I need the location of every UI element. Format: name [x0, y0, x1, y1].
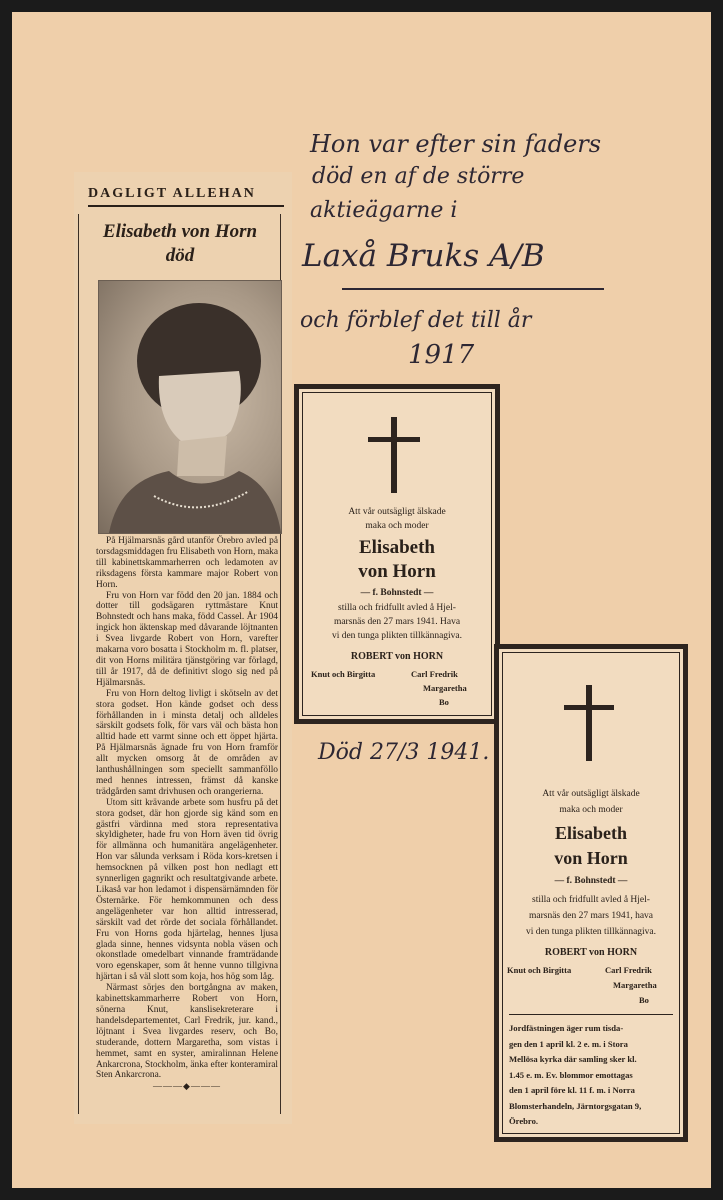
funeral-line: Jordfästningen äger rum tisda- — [509, 1023, 624, 1033]
article-body — [96, 536, 278, 1092]
portrait-photo — [98, 280, 282, 534]
funeral-line: Mellösa kyrka där samling sker kl. — [509, 1054, 637, 1064]
cross-icon-bar — [368, 437, 420, 442]
notice-body-1: stilla och fridfullt avled å Hjel- — [532, 895, 650, 905]
funeral-line: Örebro. — [509, 1116, 539, 1126]
notice-body-1: stilla och fridfullt avled å Hjel- — [338, 603, 456, 613]
notice-name-2: von Horn — [554, 848, 628, 868]
article-headline — [82, 220, 278, 268]
funeral-line: Blomsterhandeln, Järntorgsgatan 9, — [509, 1100, 642, 1111]
notice-children-3: Margaretha — [423, 683, 467, 693]
notice-children-3: Margaretha — [613, 980, 657, 990]
notice-body-3: vi den tunga plikten tillkännagiva. — [331, 631, 463, 641]
funeral-info — [509, 1021, 673, 1130]
newspaper-masthead: DAGLIGT ALLEHAN — [88, 186, 256, 201]
notice-children-4: Bo — [439, 697, 449, 707]
notice-born: — f. Bohnstedt — — [554, 876, 628, 886]
masthead-rule — [88, 205, 284, 207]
handwritten-line-2: död en af de större — [312, 164, 525, 189]
death-notice-small — [294, 384, 500, 724]
notice-intro-1: Att vår outsägligt älskade — [348, 507, 446, 517]
article-paragraph: Fru von Horn deltog livligt i skötseln av det stora godset. Hon kände godset och dess förhållanden in i minsta detalj och alldeles särskilt godsets folk, för vars väl och bästa hon alltid hade ett varmt sinne och ett öppet hjärta. På Hjälmarsnäs ägnade fru von Horn framför allt mycken omsorg åt de områden av lanthushållningen som speciellt sammanföllo med hennes intressen, främst då kanske trädgården samt drivhusen och orangerierna. — [96, 688, 278, 797]
portrait-illustration — [99, 281, 281, 533]
notice-signer: ROBERT von HORN — [350, 651, 444, 662]
handwritten-line-3: aktieägarne i — [310, 198, 458, 223]
notice-born: — f. Bohnstedt — — [360, 588, 434, 598]
notice-intro-1: Att vår outsägligt älskade — [542, 789, 640, 799]
notice-children-2: Carl Fredrik — [411, 669, 458, 679]
handwritten-line-5: och förblef det till år — [300, 308, 532, 333]
notice-body-2: marsnäs den 27 mars 1941, hava — [529, 911, 653, 921]
notice-body-3: vi den tunga plikten tillkännagiva. — [525, 927, 657, 937]
headline-line-2: död — [165, 245, 195, 266]
article-paragraph: Fru von Horn var född den 20 jan. 1884 och dotter till godsägaren ryttmästare Knut Bohnstedt och hans maka, född Cassel. År 1904 ingick hon äktenskap med dåvarande löjtnanten i Svea livgarde Robert von Horn, varefter makarna voro bosatta i Stockholm m. fl. platser, dit von Horns militära tjänstgöring var förlagd, till år 1917, då de definitivt slogo sig ned på Hjälmarsnäs. — [96, 590, 278, 688]
article-paragraph: Närmast sörjes den bortgångna av maken, kabinettskammarherre Robert von Horn, sönerna Knut, kanslisekreterare i handelsdepartementet, Carl Fredrik, jur. kand., löjtnant i Svea livgardes reserv, och Bo, studerande, dottern Margaretha, som vistas i hemmet, samt en syster, amiralinnan Helene Ankarcrona, Stockholm, änka efter konteramiral Sten Ankarcrona. — [96, 983, 278, 1081]
cross-icon — [391, 417, 397, 493]
notice-name-2: von Horn — [358, 561, 436, 582]
notice-intro-2: maka och moder — [365, 521, 429, 531]
end-ornament: ———◆——— — [153, 1081, 221, 1092]
handwritten-line-1: Hon var efter sin faders — [310, 130, 602, 158]
notice-intro-2: maka och moder — [559, 805, 623, 815]
cross-icon — [586, 685, 592, 761]
notice-children-1: Knut och Birgitta — [507, 965, 572, 975]
article-paragraph: Utom sitt krävande arbete som husfru på det stora godset, där hon gjorde sig känd som en gästfri värdinna med stora representativa skyldigheter, hade fru von Horn även tid övrig för allmänna och humanitära angelägenheter. Hon var sålunda verksam i Röda kors-kretsen i hemsocknen på vilken post hon nedlagt ett synnerligen gagnrikt och resultatgivande arbete. Likaså var hon ledamot i dispensärnämnden för Östernärke. För hemkommunen och dess angelägenheter var hon alltid intresserad, särskilt vad det rörde det sociala förhållandet. Fru von Horns goda hjärtelag, hennes ljusa glada sinne, hennes vidsynta nobla väsen och okonstlade omedelbart vinnande framträdande voro egenskaper, som åt henne vunno tillgivna hjärtan i så väl slott som koja, hos hög som låg. — [96, 797, 278, 983]
handwritten-line-6: 1917 — [408, 340, 475, 370]
handwritten-line-4: Laxå Bruks A/B — [302, 238, 545, 274]
notice-children-2: Carl Fredrik — [605, 965, 652, 975]
article-paragraph: På Hjälmarsnäs gård utanför Örebro avled på torsdagsmiddagen fru Elisabeth von Horn, maka till kabinettskammarherren och ledamoten av riksdagens första kammare major Robert von Horn. — [96, 536, 278, 590]
cross-icon-bar — [564, 705, 614, 710]
newspaper-clipping — [74, 172, 292, 1124]
column-rule-left — [78, 214, 79, 1114]
notice-body-2: marsnäs den 27 mars 1941. Hava — [333, 617, 461, 627]
notice-name-1: Elisabeth — [358, 537, 436, 558]
funeral-line: den 1 april före kl. 11 f. m. i Norra — [509, 1085, 635, 1095]
funeral-line: gen den 1 april kl. 2 e. m. i Stora — [509, 1038, 628, 1049]
headline-line-1: Elisabeth von Horn — [102, 221, 258, 242]
notice-divider — [509, 1014, 673, 1015]
funeral-line: 1.45 e. m. Ev. blommor emottagas — [509, 1069, 633, 1080]
notice-children-4: Bo — [639, 995, 649, 1005]
death-notice-large — [494, 644, 688, 1142]
scrapbook-page — [12, 12, 711, 1188]
notice-children-1: Knut och Birgitta — [311, 669, 376, 679]
handwritten-date-note: Död 27/3 1941. — [318, 740, 490, 765]
handwritten-underline — [342, 288, 604, 290]
notice-signer: ROBERT von HORN — [544, 947, 638, 958]
notice-name-1: Elisabeth — [554, 823, 628, 843]
